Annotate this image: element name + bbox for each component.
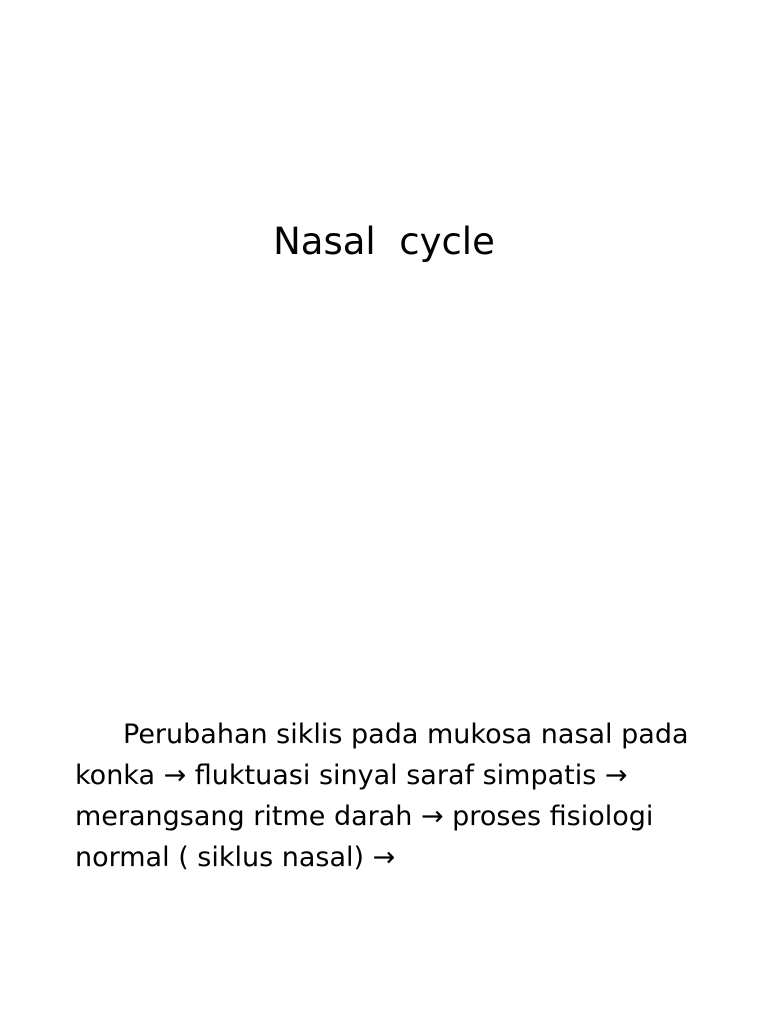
body-line-1: Perubahan siklis pada mukosa nasal pada	[123, 719, 689, 750]
slide-body	[75, 714, 735, 878]
slide-title: Nasal cycle	[273, 220, 495, 263]
body-line-4: normal ( siklus nasal) →	[75, 842, 396, 873]
body-line-3: merangsang ritme darah → proses fisiologi	[75, 801, 654, 832]
body-line-2: konka → fluktuasi sinyal saraf simpatis →	[75, 760, 628, 791]
